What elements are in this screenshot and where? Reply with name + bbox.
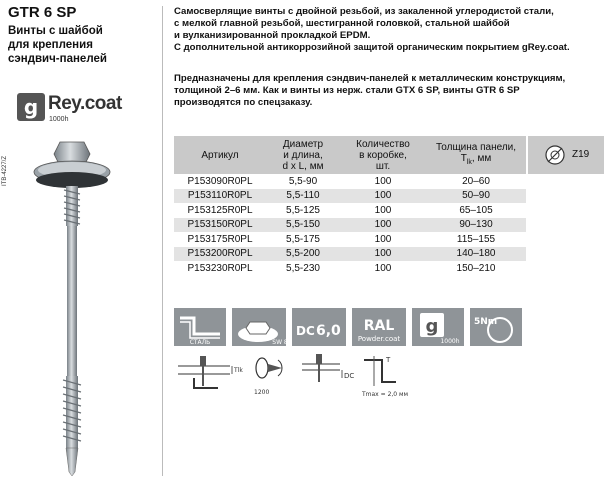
brand-word: Rey.coat (48, 93, 122, 114)
product-title: GTR 6 SP (8, 4, 77, 21)
ral-label: RAL (363, 318, 395, 334)
grey-coat-logo (16, 92, 136, 126)
desc-p1-line-2: с мелкой главной резьбой, шестигранной головкой, стальной шайбой (174, 18, 510, 29)
table-row: P153230R0PL 5,5-230 100 150–210 (187, 262, 496, 274)
svg-text:g: g (23, 95, 39, 119)
angle-label: 1200 (254, 389, 270, 396)
sw-label: SW 8 (272, 339, 288, 346)
steel-substrate-icon (174, 308, 226, 346)
grey-badge-sub: 1000h (440, 338, 460, 345)
drill-tip-cell (528, 136, 604, 174)
desc-p1-line-4: С дополнительной антикоррозийной защитой органическим покрытием gRey.coat. (174, 42, 570, 53)
side-code: ITB-4227/Z (2, 155, 8, 186)
subtitle-line-1: Винты с шайбой (8, 25, 103, 37)
tmax-label: Tmax = 2,0 мм (362, 391, 409, 398)
product-table (174, 136, 526, 276)
hex-socket-icon (232, 308, 286, 346)
dc-diagram-label: DC (344, 372, 355, 380)
col-header-size: Диаметр и длина, d x L, мм (266, 136, 340, 174)
table-row: P153175R0PL 5,5-175 100 115–155 (187, 233, 496, 245)
dc-label: DC (296, 324, 315, 338)
desc-p2-line-2: толщиной 2–6 мм. Как и винты из нерж. стали GTX 6 SP, винты GTR 6 SP (174, 85, 520, 96)
table-row: P153125R0PL 5,5-125 100 65–105 (187, 204, 493, 216)
desc-p2-line-3: производятся по спецзаказу. (174, 97, 313, 108)
grey-coat-g-icon (16, 92, 46, 122)
drill-tip-label: Z19 (572, 149, 590, 160)
ral-powder-coat-icon (352, 308, 406, 346)
subtitle-line-2: для крепления (8, 39, 93, 51)
drill-tip-icon (544, 144, 566, 166)
dc-value: 6,0 (316, 323, 341, 339)
table-row: P153200R0PL 5,5-200 100 140–180 (174, 247, 526, 262)
panel-thickness-diagram (174, 352, 244, 398)
col-header-article: Артикул (174, 136, 266, 174)
steel-label: СТАЛЬ (189, 339, 211, 346)
table-row: P153090R0PL 5,5-90 100 20–60 (187, 175, 490, 187)
max-thickness-diagram (358, 352, 428, 402)
table-row: P153150R0PL 5,5-150 100 90–130 (174, 218, 526, 233)
desc-p1-line-1: Самосверлящие винты с двойной резьбой, из закаленной углеродистой стали, (174, 6, 554, 17)
torque-label: 5Nm (474, 317, 498, 327)
col-header-quantity: Количество в коробке, шт. (340, 136, 426, 174)
brand-sub: 1000h (49, 116, 69, 123)
t-label: T (386, 356, 391, 364)
torque-icon (470, 308, 522, 346)
table-header-row (174, 136, 526, 174)
divider (162, 6, 163, 476)
drill-capacity-diagram (300, 352, 360, 398)
ral-sub: Powder.coat (357, 335, 401, 343)
drilling-angle-diagram (248, 352, 296, 398)
tlk-label: Tlk (234, 367, 243, 374)
svg-text:g: g (425, 316, 439, 337)
drill-capacity-icon (292, 308, 346, 346)
subtitle-line-3: сэндвич-панелей (8, 53, 107, 65)
desc-p1-line-3: и вулканизированной прокладкой EPDM. (174, 30, 371, 41)
screw-illustration (22, 136, 122, 478)
col-header-thickness: Толщина панели, $T_{lk}$, мм (426, 136, 526, 174)
desc-p2-line-1: Предназначены для крепления сэндвич-панелей к металлическим конструкциям, (174, 73, 566, 84)
table-row: P153110R0PL 5,5-110 100 50–90 (174, 189, 526, 204)
grey-coat-badge-icon (412, 308, 464, 346)
